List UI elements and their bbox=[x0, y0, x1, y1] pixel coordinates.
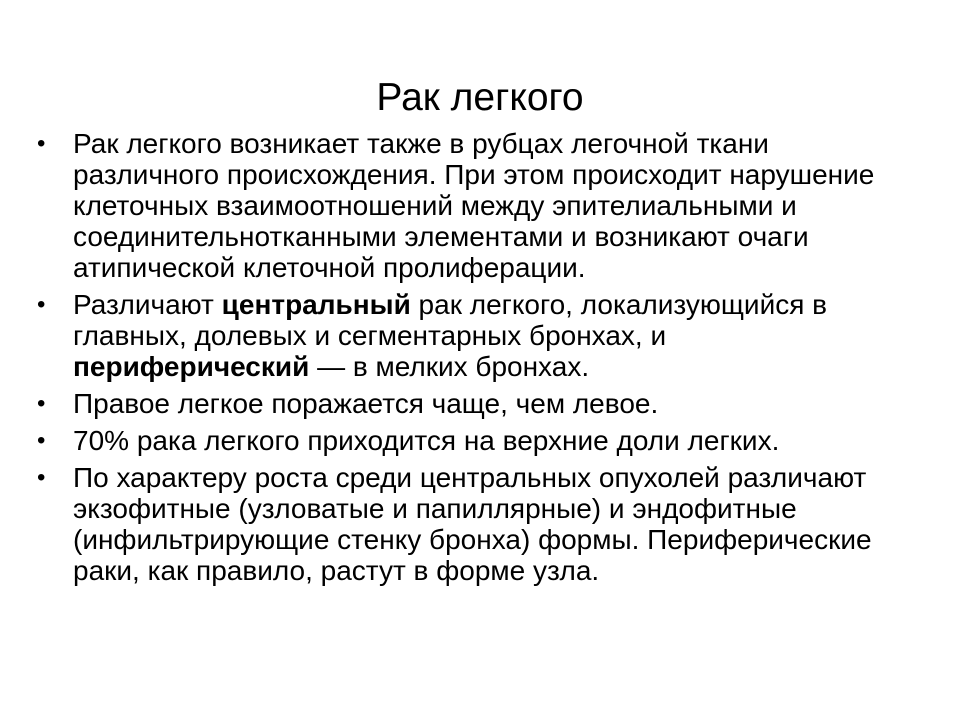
bullet-text bbox=[73, 462, 872, 586]
text-run: — в мелких бронхах. bbox=[309, 351, 590, 382]
bullet-dot-icon: • bbox=[37, 130, 46, 157]
bold-term: центральный bbox=[221, 289, 411, 320]
bullet-item bbox=[37, 289, 907, 382]
bullet-text bbox=[73, 128, 874, 283]
text-run: Различают bbox=[73, 289, 222, 320]
bullet-list bbox=[37, 128, 907, 592]
text-run: 70% рака легкого приходится на верхние доли легких. bbox=[73, 425, 780, 456]
bullet-dot-icon: • bbox=[37, 390, 46, 417]
bullet-dot-icon: • bbox=[37, 291, 46, 318]
text-run: рак легкого, локализующийся в главных, долевых и сегментарных бронхах, и bbox=[73, 289, 828, 351]
bullet-dot-icon: • bbox=[37, 427, 46, 454]
bullet-dot-icon: • bbox=[37, 464, 46, 491]
bold-term: периферический bbox=[73, 351, 310, 382]
text-run: Рак легкого возникает также в рубцах легочной ткани различного происхождения. При этом происходит нарушение клеточных взаимоотношений между эпителиальными и соединительнотканными элементами и возникают очаги атипической клеточной пролиферации. bbox=[73, 128, 875, 283]
text-run: По характеру роста среди центральных опухолей различают экзофитные (узловатые и папиллярные) и эндофитные (инфильтрирующие стенку бронха) формы. Периферические раки, как правило, растут в форме узла. bbox=[73, 462, 872, 586]
text-run: Правое легкое поражается чаще, чем левое. bbox=[73, 388, 659, 419]
bullet-item bbox=[37, 128, 907, 283]
bullet-text bbox=[73, 425, 779, 456]
bullet-item bbox=[37, 462, 907, 586]
bullet-text bbox=[73, 388, 658, 419]
bullet-item bbox=[37, 388, 907, 419]
bullet-item bbox=[37, 425, 907, 456]
slide-title: Рак легкого bbox=[376, 76, 584, 120]
bullet-text bbox=[73, 289, 827, 382]
